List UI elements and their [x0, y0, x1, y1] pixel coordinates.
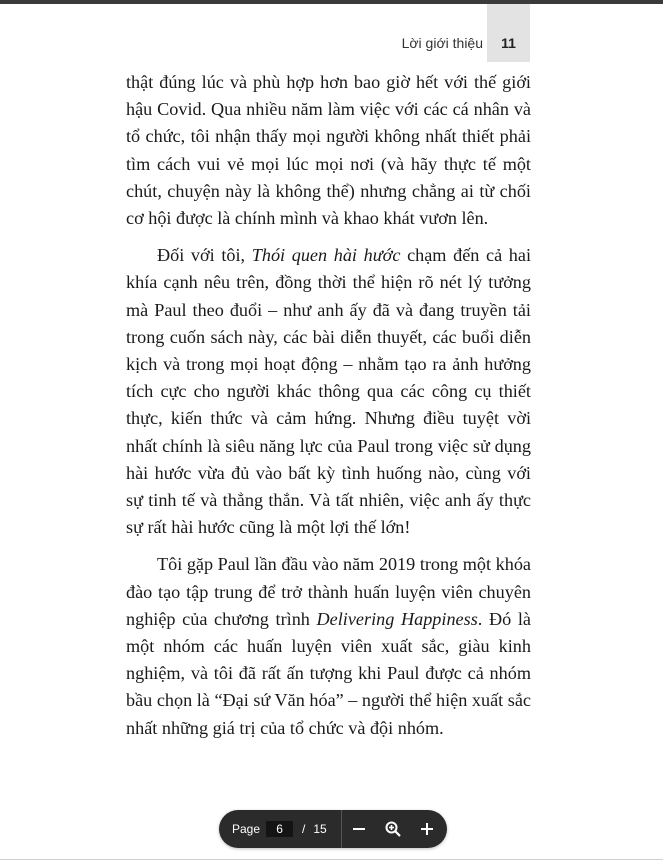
paragraph-2-text-start: Đối với tôi,	[157, 245, 252, 266]
page-navigator	[219, 810, 341, 848]
program-name-italic: Delivering Happiness	[316, 608, 478, 629]
total-pages: 15	[313, 822, 327, 836]
paragraph-1: thật đúng lúc và phù hợp hơn bao giờ hết với thế giới hậu Covid. Qua nhiều năm làm việc với các cá nhân và tổ chức, tôi nhận thấy mọi người không nhất thiết phải tìm cách vui vẻ mọi lúc mọi nơi (và hãy thực tế một chút, chuyện này là không thể) nhưng chẳng ai từ chối cơ hội được là chính mình và khao khát vươn lên.	[126, 72, 531, 229]
paragraph-3-text-start: Tôi gặp Paul lần đầu vào năm 2019 trong một khóa đào tạo tập trung để trở thành huấn luyện viên chuyên nghiệp của chương trình	[126, 554, 531, 629]
paragraph-3	[126, 551, 531, 741]
running-head	[0, 4, 663, 62]
book-title-italic: Thói quen hài hước	[251, 245, 401, 266]
minus-icon	[352, 822, 366, 836]
paragraph-2-text-end: chạm đến cả hai khía cạnh nêu trên, đồng thời thể hiện rõ nét lý tưởng mà Paul theo đuổi – như anh ấy đã và đang truyền tải trong cuốn sách này, các bài diễn thuyết, các buổi diễn kịch và trong mọi hoạt động – nhằm tạo ra ảnh hưởng tích cực cho người khác thông qua các công cụ thiết thực, kiến thức và cảm hứng. Nhưng điều tuyệt vời nhất chính là siêu năng lực của Paul trong việc sử dụng hài hước vừa đủ vào bất kỳ tình huống nào, cùng với sự tinh tế và thẳng thắn. Và tất nhiên, việc anh ấy thực sự rất hài hước cũng là một lợi thế lớn!	[126, 245, 532, 538]
paragraph-3-text-end: . Đó là một nhóm các huấn luyện viên xuất sắc, giàu kinh nghiệm, và tôi đã rất ấn tượng khi Paul được cả nhóm bầu chọn là “Đại sứ Văn hóa” – người thể hiện xuất sắc nhất những giá trị của tổ chức và đội nhóm.	[126, 608, 531, 738]
page-number-tab	[487, 4, 530, 62]
chapter-title: Lời giới thiệu	[401, 35, 483, 51]
body-text	[126, 69, 531, 752]
page-label: Page	[232, 822, 261, 836]
zoom-reset-button[interactable]	[376, 810, 410, 848]
pdf-toolbar	[219, 810, 447, 848]
plus-icon	[420, 822, 434, 836]
page-number: 11	[501, 35, 516, 51]
current-page-input[interactable]	[266, 821, 293, 837]
page-separator: /	[302, 822, 306, 836]
bottom-border	[0, 859, 663, 860]
zoom-out-button[interactable]	[342, 810, 376, 848]
zoom-in-button[interactable]	[410, 810, 444, 848]
paragraph-2	[126, 242, 531, 541]
magnifier-icon	[385, 821, 401, 837]
